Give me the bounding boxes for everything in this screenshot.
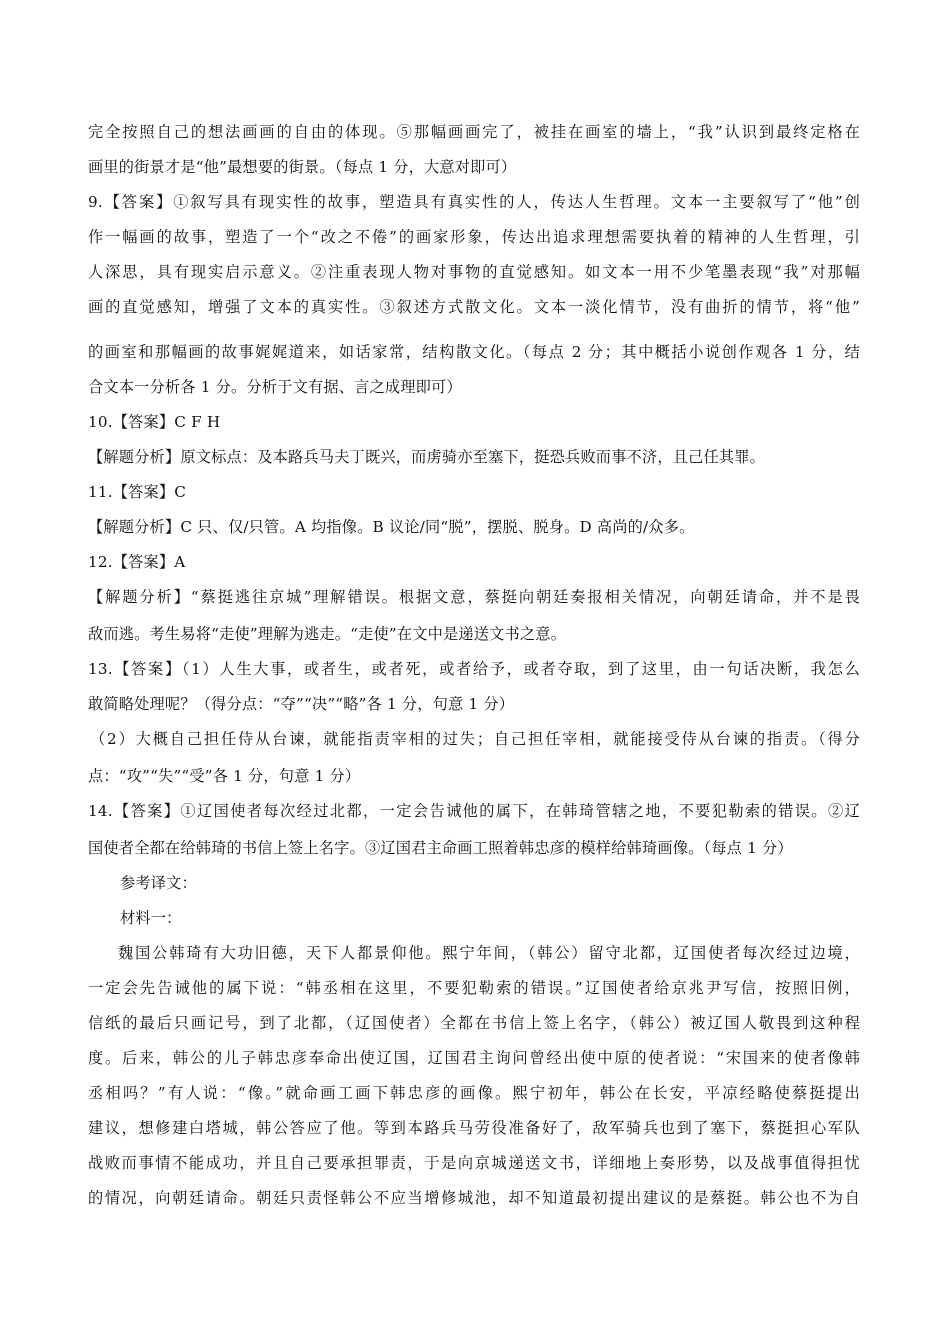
answer-heading: 11.【答案】C: [88, 483, 187, 501]
translation-line: 战败而事情不能成功，并且自己要承担罪责，于是向京城递送文书，详细地上奏形势，以及战事值得担忧: [88, 1154, 860, 1172]
text-line: 国使者全都在给韩琦的书信上签上名字。③辽国君主命画工照着韩忠彦的模样给韩琦画像。（每点 1 分）: [88, 839, 793, 857]
answer-heading: 12.【答案】A: [88, 553, 186, 571]
translation-line: 建议，想修建白塔城，韩公答应了他。等到本路兵马劳役准备好了，敌军骑兵也到了塞下，蔡挺担心军队: [88, 1119, 860, 1137]
translation-heading: 参考译文：: [120, 874, 197, 892]
text-line: 人深思，具有现实启示意义。②注重表现人物对事物的直觉感知。如文本一用不少笔墨表现“我”对那幅: [88, 263, 860, 281]
translation-line: 信纸的最后只画记号，到了北都，（辽国使者）全都在书信上签上名字，（韩公）被辽国人敬畏到这种程: [88, 1014, 860, 1032]
material-heading: 材料一：: [120, 909, 182, 927]
translation-line: 的情况，向朝廷请命。朝廷只责怪韩公不应当增修城池，却不知道最初提出建议的是蔡挺。韩公也不为自: [88, 1189, 860, 1207]
translation-line: 一定会先告诫他的属下说：“韩丞相在这里，不要犯勒索的错误。”辽国使者给京兆尹写信，按照旧例，: [88, 979, 860, 997]
answer-heading: 13.【答案】（1）人生大事，或者生，或者死，或者给予，或者夺取，到了这里，由一句话决断，我怎么: [88, 660, 860, 678]
text-line: 的画室和那幅画的故事娓娓道来，如话家常，结构散文化。（每点 2 分；其中概括小说创作观各 1 分，结: [88, 343, 860, 361]
text-line: 合文本一分析各 1 分。分析于文有据、言之成理即可）: [88, 378, 462, 396]
text-line: 完全按照自己的想法画画的自由的体现。⑤那幅画画完了，被挂在画室的墙上，“我”认识到最终定格在: [88, 123, 860, 141]
text-line: 点：“攻”“失”“受”各 1 分，句意 1 分）: [88, 767, 361, 785]
text-line: 9.【答案】①叙写具有现实性的故事，塑造具有真实性的人，传达人生哲理。文本一主要叙写了“他”创: [88, 193, 860, 211]
analysis-line: 【解题分析】原文标点：及本路兵马夫丁既兴，而虏骑亦至塞下，挺恐兵败而事不济，且己任其罪。: [88, 448, 766, 466]
analysis-line: 敌而逃。考生易将“走使”理解为逃走。“走使”在文中是递送文书之意。: [88, 625, 567, 643]
analysis-line: 【解题分析】C 只、仅/只管。A 均指像。B 议论/同“脱”，摆脱、脱身。D 高尚的/众多。: [88, 518, 695, 536]
translation-line: 魏国公韩琦有大功旧德，天下人都景仰他。熙宁年间，（韩公）留守北都，辽国使者每次经过边境，: [118, 944, 860, 962]
answer-heading: 10.【答案】C F H: [88, 413, 221, 431]
text-line: 画里的街景才是“他”最想要的街景。（每点 1 分，大意对即可）: [88, 158, 517, 176]
translation-line: 度。后来，韩公的儿子韩忠彦奉命出使辽国，辽国君主询问曾经出使中原的使者说：“宋国来的使者像韩: [88, 1049, 860, 1067]
translation-line: 丞相吗？”有人说：“像。”就命画工画下韩忠彦的画像。熙宁初年，韩公在长安，平凉经略使蔡挺提出: [88, 1084, 860, 1102]
text-line: 敢简略处理呢？（得分点：“夺”“决”“略”各 1 分，句意 1 分）: [88, 695, 515, 713]
answer-heading: 14.【答案】①辽国使者每次经过北都，一定会告诫他的属下，在韩琦管辖之地，不要犯勒索的错误。②辽: [88, 802, 860, 820]
text-line: 作一幅画的故事，塑造了一个“改之不倦”的画家形象，传达出追求理想需要执着的精神的人生哲理，引: [88, 228, 860, 246]
analysis-line: 【解题分析】“蔡挺逃往京城”理解错误。根据文意，蔡挺向朝廷奏报相关情况，向朝廷请命，并不是畏: [88, 588, 860, 606]
text-line: 画的直觉感知，增强了文本的真实性。③叙述方式散文化。文本一淡化情节，没有曲折的情节，将“他”: [88, 298, 860, 316]
text-line: （2）大概自己担任侍从台谏，就能指责宰相的过失；自己担任宰相，就能接受侍从台谏的指责。（得分: [90, 730, 860, 748]
